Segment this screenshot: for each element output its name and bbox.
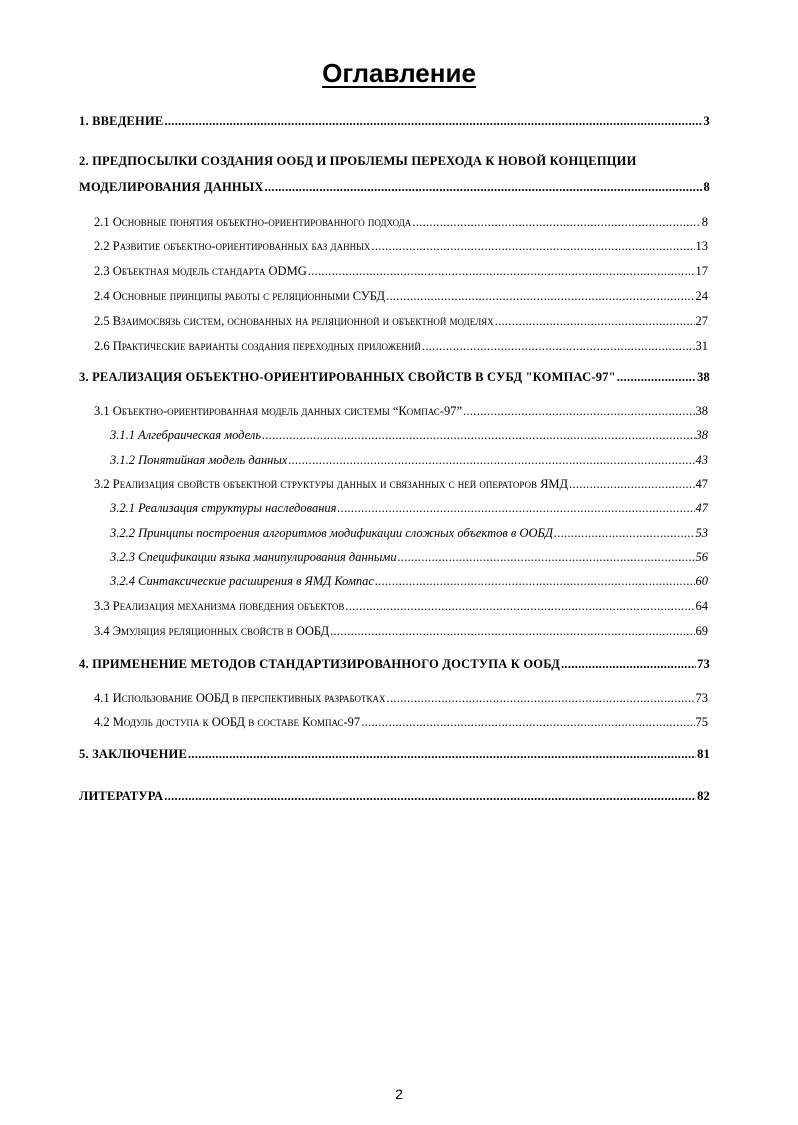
toc-entry-2-4[interactable] <box>94 289 708 304</box>
toc-entry-page: 8 <box>703 180 710 194</box>
toc-entry-3-1[interactable] <box>94 404 708 419</box>
toc-entry-3-2-3[interactable] <box>110 550 708 565</box>
toc-entry-conclusion[interactable] <box>79 747 710 762</box>
toc-entry-4-2[interactable] <box>94 715 708 730</box>
dot-leader <box>569 477 694 492</box>
toc-entry-3-2-4[interactable] <box>110 574 708 589</box>
dot-leader <box>398 550 695 565</box>
dot-leader <box>387 691 695 706</box>
toc-entry-page: 8 <box>701 215 708 229</box>
dot-leader <box>262 428 694 443</box>
dot-leader <box>288 453 694 468</box>
toc-entry-label: 2.3 Объектная модель стандарта ODMG <box>94 264 307 278</box>
dot-leader <box>412 215 700 230</box>
toc-entry-label: 4. ПРИМЕНЕНИЕ МЕТОДОВ СТАНДАРТИЗИРОВАННОГО ДОСТУПА К ООБД <box>79 657 560 671</box>
toc-entry-page: 69 <box>695 624 708 638</box>
dot-leader <box>337 501 694 516</box>
toc-entry-page: 3 <box>703 114 710 128</box>
dot-leader <box>375 574 695 589</box>
toc-entry-label: 4.2 Модуль доступа к ООБД в составе Компас-97 <box>94 715 361 729</box>
toc-entry-label: 2.5 Взаимосвязь систем, основанных на реляционной и объектной моделях <box>94 314 494 328</box>
toc-entry-4-1[interactable] <box>94 691 708 706</box>
dot-leader <box>345 599 694 614</box>
toc-entry-page: 47 <box>695 477 708 491</box>
toc-entry-3-2-1[interactable] <box>110 501 708 516</box>
toc-entry-page: 43 <box>695 453 708 467</box>
toc-entry-label: 3.4 Эмуляция реляционных свойств в ООБД <box>94 624 330 638</box>
toc-entry-label: 3.1.2 Понятийная модель данных <box>110 453 288 467</box>
toc-entry-section-4[interactable] <box>79 657 710 672</box>
toc-entry-page: 73 <box>697 657 710 671</box>
toc-entry-label: 2.2 Развитие объектно-ориентированных баз данных <box>94 239 371 253</box>
toc-entry-introduction[interactable] <box>79 114 710 129</box>
toc-entry-page: 81 <box>697 747 710 761</box>
dot-leader <box>164 114 702 129</box>
toc-entry-label: 1. ВВЕДЕНИЕ <box>79 114 164 128</box>
dot-leader <box>164 789 696 804</box>
dot-leader <box>554 526 694 541</box>
toc-entry-section-2[interactable] <box>79 180 710 195</box>
dot-leader <box>361 715 694 730</box>
toc-entry-label: ЛИТЕРАТУРА <box>79 789 164 803</box>
toc-entry-page: 38 <box>697 370 710 384</box>
toc-entry-label: 3. РЕАЛИЗАЦИЯ ОБЪЕКТНО-ОРИЕНТИРОВАННЫХ СВОЙСТВ В СУБД "КОМПАС-97" <box>79 370 616 384</box>
dot-leader <box>386 289 694 304</box>
toc-entry-label: 2.1 Основные понятия объектно-ориентированного подхода <box>94 215 412 229</box>
toc-entry-page: 38 <box>695 404 708 418</box>
toc-entry-3-4[interactable] <box>94 624 708 639</box>
toc-entry-label: 3.2.3 Спецификации языка манипулирования данными <box>110 550 397 564</box>
page-number: 2 <box>395 1086 403 1102</box>
toc-entry-page: 75 <box>695 715 708 729</box>
toc-entry-label: 3.2 Реализация свойств объектной структуры данных и связанных с ней операторов ЯМД <box>94 477 569 491</box>
toc-entry-label: 3.3 Реализация механизма поведения объектов <box>94 599 345 613</box>
toc-entry-label-line1[interactable]: 2. ПРЕДПОСЫЛКИ СОЗДАНИЯ ООБД И ПРОБЛЕМЫ ПЕРЕХОДА К НОВОЙ КОНЦЕПЦИИ <box>79 154 637 168</box>
toc-entry-page: 31 <box>695 339 708 353</box>
dot-leader <box>330 624 694 639</box>
toc-entry-label: МОДЕЛИРОВАНИЯ ДАННЫХ <box>79 180 264 194</box>
toc-entry-3-2-2[interactable] <box>110 526 708 541</box>
toc-entry-page: 38 <box>695 428 708 442</box>
toc-entry-3-3[interactable] <box>94 599 708 614</box>
toc-entry-page: 24 <box>695 289 708 303</box>
dot-leader <box>495 314 695 329</box>
dot-leader <box>422 339 695 354</box>
toc-entry-label: 2.4 Основные принципы работы с реляционными СУБД <box>94 289 386 303</box>
toc-entry-literature[interactable] <box>79 789 710 804</box>
toc-entry-2-6[interactable] <box>94 339 708 354</box>
toc-entry-label: 4.1 Использование ООБД в перспективных разработках <box>94 691 386 705</box>
toc-entry-page: 60 <box>695 574 708 588</box>
toc-entry-3-1-2[interactable] <box>110 453 708 468</box>
toc-entry-label: 3.1 Объектно-ориентированная модель данных системы “Компас-97” <box>94 404 462 418</box>
dot-leader <box>617 370 696 385</box>
toc-entry-page: 13 <box>695 239 708 253</box>
dot-leader <box>371 239 694 254</box>
toc-entry-page: 73 <box>695 691 708 705</box>
toc-entry-label: 3.2.4 Синтаксические расширения в ЯМД Компас <box>110 574 374 588</box>
toc-entry-page: 17 <box>695 264 708 278</box>
toc-entry-section-3[interactable] <box>79 370 710 385</box>
page-title: Оглавление <box>322 58 476 88</box>
toc-entry-page: 82 <box>697 789 710 803</box>
toc-entry-2-1[interactable] <box>94 215 708 230</box>
toc-entry-3-2[interactable] <box>94 477 708 492</box>
toc-entry-page: 64 <box>695 599 708 613</box>
toc-entry-page: 27 <box>695 314 708 328</box>
toc-entry-2-5[interactable] <box>94 314 708 329</box>
toc-entry-page: 53 <box>695 526 708 540</box>
toc-entry-label: 3.1.1 Алгебраическая модель <box>110 428 262 442</box>
dot-leader <box>188 747 696 762</box>
dot-leader <box>308 264 695 279</box>
toc-entry-label: 3.2.2 Принципы построения алгоритмов модификации сложных объектов в ООБД <box>110 526 554 540</box>
toc-entry-page: 47 <box>695 501 708 515</box>
toc-entry-label: 2.6 Практические варианты создания переходных приложений <box>94 339 421 353</box>
toc-entry-2-3[interactable] <box>94 264 708 279</box>
dot-leader <box>561 657 696 672</box>
toc-entry-2-2[interactable] <box>94 239 708 254</box>
toc-entry-3-1-1[interactable] <box>110 428 708 443</box>
toc-entry-label: 5. ЗАКЛЮЧЕНИЕ <box>79 747 187 761</box>
toc-entry-page: 56 <box>695 550 708 564</box>
dot-leader <box>265 180 703 195</box>
toc-entry-label: 3.2.1 Реализация структуры наследования <box>110 501 337 515</box>
dot-leader <box>463 404 695 419</box>
